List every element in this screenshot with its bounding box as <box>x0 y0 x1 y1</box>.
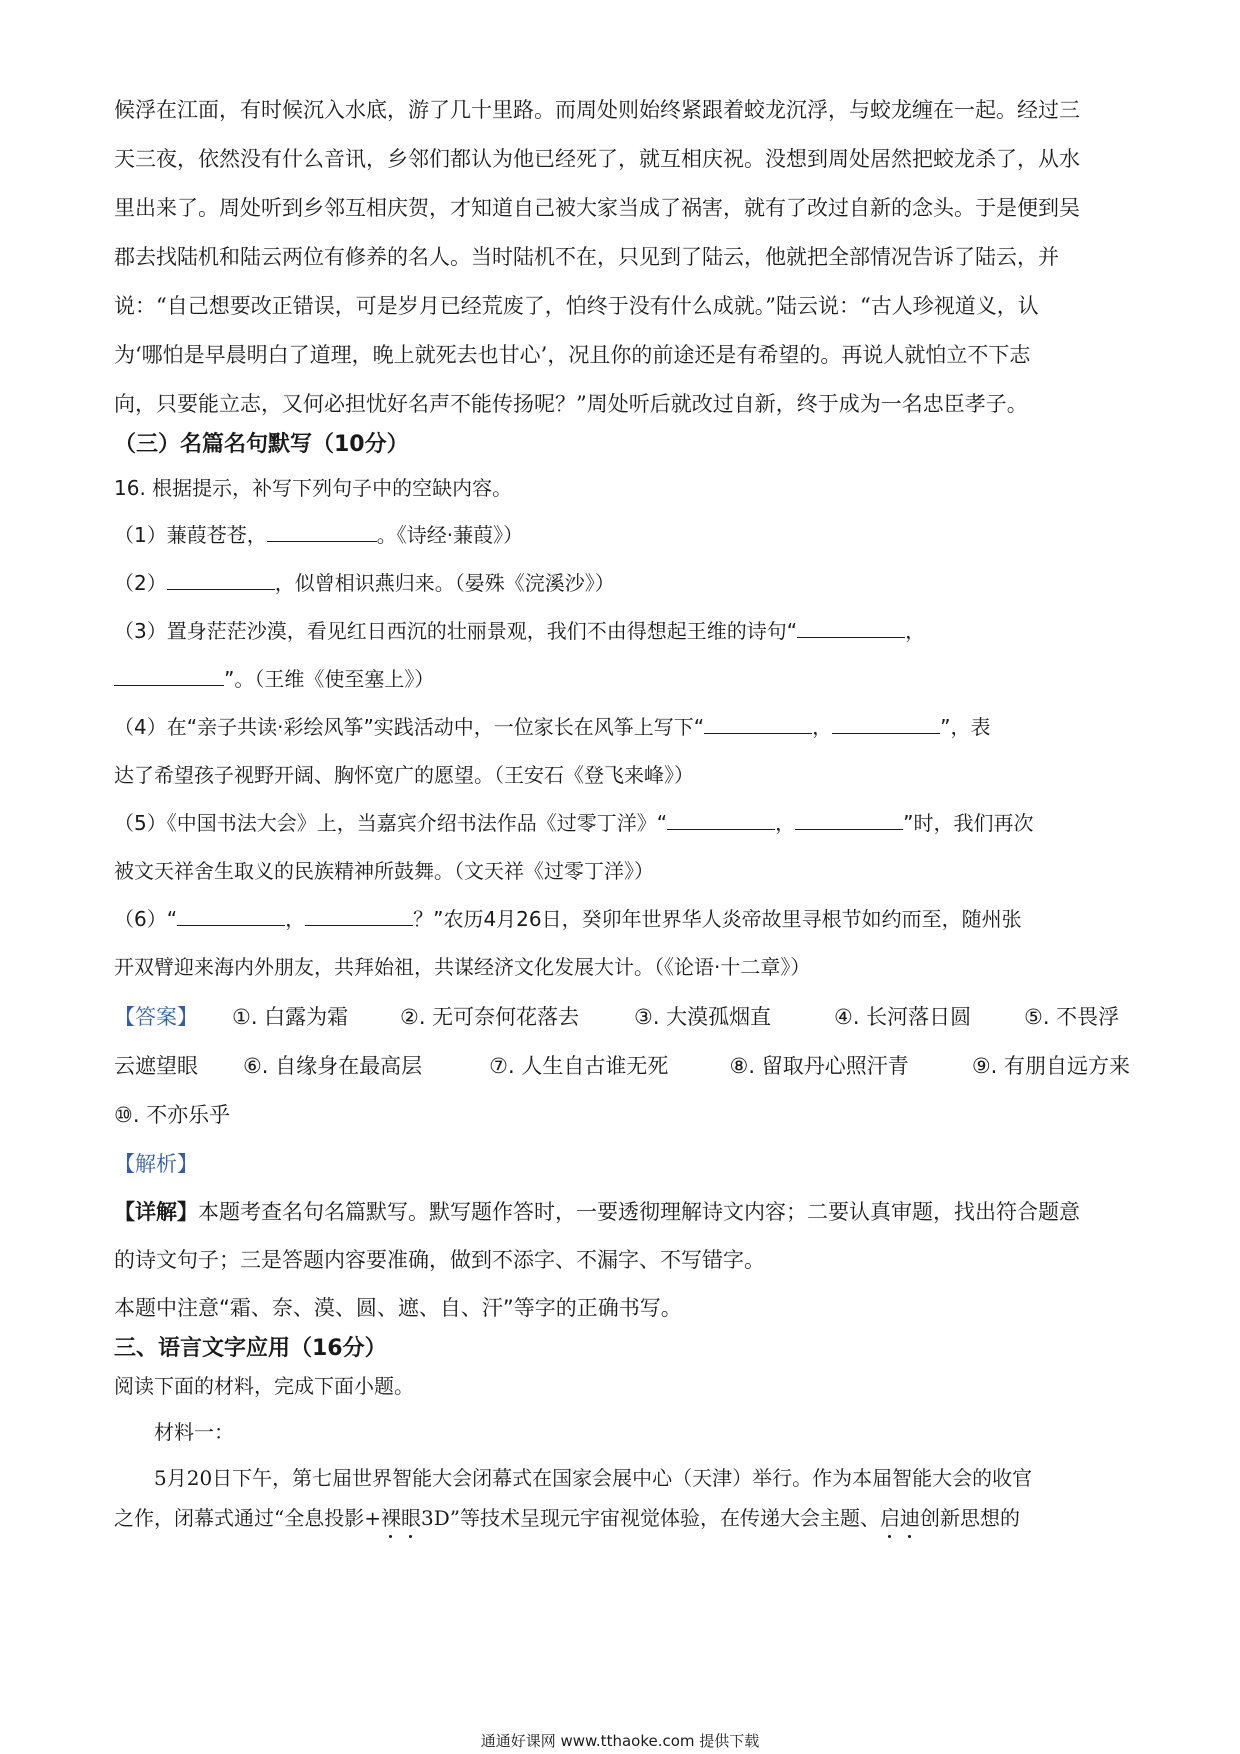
story-line: 天三夜，依然没有什么音讯，乡邻们都认为他已经死了，就互相庆祝。没想到周处居然把蛟龙杀了，从水 <box>114 147 1080 171</box>
answer-blank[interactable] <box>795 809 903 830</box>
dotted-char: 迪 <box>899 1506 920 1530</box>
question-16-5 <box>114 809 1130 837</box>
q4-text-b: ， <box>812 715 833 739</box>
answer-blank[interactable] <box>177 905 285 926</box>
answer-item: ⑩. 不亦乐乎 <box>114 1103 231 1127</box>
q3-text-c: ”。（王维《使至塞上》） <box>224 667 435 691</box>
story-line: 为‘哪怕是早晨明白了道理，晚上就死去也甘心’，况且你的前途还是有希望的。再说人就怕立不下志 <box>114 343 1031 367</box>
answer-item: ②. 无可奈何花落去 <box>400 1005 580 1029</box>
m2-text-a: 之作，闭幕式通过“全息投影+ <box>114 1506 381 1530</box>
answer-blank[interactable] <box>114 665 224 686</box>
q1-text-b: 。《诗经·蒹葭》） <box>376 523 524 547</box>
question-16-6 <box>114 905 1130 933</box>
answer-row <box>114 1003 1130 1031</box>
q2-text-a: （2） <box>114 571 167 595</box>
answer-blank[interactable] <box>305 905 413 926</box>
answer-blank[interactable] <box>267 521 377 542</box>
q4-text-c: ”，表 <box>940 715 991 739</box>
answer-blank[interactable] <box>167 569 275 590</box>
detail-note: 本题中注意“霜、奈、漠、圆、遮、自、汗”等字的正确书写。 <box>114 1296 682 1320</box>
q6-text-a: （6）“ <box>114 907 178 931</box>
m2-text-b: 3D”等技术呈现元宇宙视觉体验，在传递大会主题、 <box>420 1506 880 1530</box>
answer-item: ⑧. 留取丹心照汗青 <box>729 1054 909 1078</box>
question-16-3-cont <box>114 665 1130 693</box>
section-heading-language: 三、语言文字应用（16分） <box>114 1336 387 1361</box>
question-16-4 <box>114 713 1130 741</box>
answer-row <box>114 1101 1130 1129</box>
document-page <box>114 96 1130 1532</box>
answer-blank[interactable] <box>797 617 905 638</box>
answer-row <box>114 1052 1130 1080</box>
q5-text-c: ”时，我们再次 <box>903 811 1034 835</box>
answer-item: ③. 大漠孤烟直 <box>634 1005 772 1029</box>
q6-text-c: ？”农历4月26日，癸卯年世界华人炎帝故里寻根节如约而至，随州张 <box>413 907 1022 931</box>
answer-item: ⑦. 人生自古谁无死 <box>489 1054 669 1078</box>
answer-item: ⑤. 不畏浮 <box>1024 1005 1120 1029</box>
q2-text-b: ，似曾相识燕归来。（晏殊《浣溪沙》） <box>274 571 615 595</box>
answer-label: 【答案】 <box>114 1005 198 1029</box>
q3-text-b: ， <box>905 619 926 643</box>
section-heading-dictation: （三）名篇名句默写（10分） <box>114 432 409 457</box>
answer-item-cont: 云遮望眼 <box>114 1054 198 1078</box>
material-label: 材料一： <box>154 1420 234 1444</box>
analysis-label: 【解析】 <box>114 1152 198 1176</box>
dotted-char: 启 <box>879 1506 900 1530</box>
question-16-1 <box>114 521 1130 549</box>
answer-blank[interactable] <box>832 713 940 734</box>
q1-text-a: （1）蒹葭苍苍， <box>114 523 267 547</box>
question-16-5-cont: 被文天祥舍生取义的民族精神所鼓舞。（文天祥《过零丁洋》） <box>114 859 654 883</box>
q6-text-b: ， <box>285 907 306 931</box>
detail-line-2: 的诗文句子；三是答题内容要准确，做到不添字、不漏字、不写错字。 <box>114 1248 765 1272</box>
story-line: 候浮在江面，有时候沉入水底，游了几十里路。而周处则始终紧跟着蛟龙沉浮，与蛟龙缠在一起。经过三 <box>114 98 1080 122</box>
detail-line-1 <box>114 1198 1130 1226</box>
part3-intro: 阅读下面的材料，完成下面小题。 <box>114 1374 414 1398</box>
material-line-1: 5月20日下午，第七届世界智能大会闭幕式在国家会展中心（天津）举行。作为本届智能大会的收官 <box>154 1466 1033 1490</box>
question-16-3 <box>114 617 1130 645</box>
answer-blank[interactable] <box>667 809 775 830</box>
story-line: 向，只要能立志，又何必担忧好名声不能传扬呢？”周处听后就改过自新，终于成为一名忠臣孝子。 <box>114 392 1028 416</box>
question-16-4-cont: 达了希望孩子视野开阔、胸怀宽广的愿望。（王安石《登飞来峰》） <box>114 763 694 787</box>
q3-text-a: （3）置身茫茫沙漠，看见红日西沉的壮丽景观，我们不由得想起王维的诗句“ <box>114 619 798 643</box>
question-16-6-cont: 开双臂迎来海内外朋友，共拜始祖，共谋经济文化发展大计。（《论语·十二章》） <box>114 955 811 979</box>
answer-item: ①. 白露为霜 <box>232 1005 349 1029</box>
answer-item: ④. 长河落日圆 <box>834 1005 972 1029</box>
answer-item: ⑥. 自缘身在最高层 <box>242 1054 423 1078</box>
answer-block <box>114 1003 1130 1129</box>
dotted-char: 眼 <box>400 1506 421 1530</box>
answer-item: ⑨. 有朋自远方来 <box>971 1054 1130 1078</box>
question-16: 16. 根据提示，补写下列句子中的空缺内容。 <box>114 476 513 500</box>
story-paragraph <box>114 96 1130 418</box>
page-footer: 通通好课网 www.tthaoke.com 提供下载 <box>480 1732 760 1750</box>
q5-text-a: （5）《中国书法大会》上，当嘉宾介绍书法作品《过零丁洋》“ <box>114 811 668 835</box>
q4-text-a: （4）在“亲子共读·彩绘风筝”实践活动中，一位家长在风筝上写下“ <box>114 715 705 739</box>
story-line: 郡去找陆机和陆云两位有修养的名人。当时陆机不在，只见到了陆云，他就把全部情况告诉了陆云，并 <box>114 245 1059 269</box>
story-line: 里出来了。周处听到乡邻互相庆贺，才知道自己被大家当成了祸害，就有了改过自新的念头。于是便到吴 <box>114 196 1080 220</box>
dotted-char: 裸 <box>380 1506 401 1530</box>
question-16-2 <box>114 569 1130 597</box>
material-line-2 <box>114 1504 1130 1532</box>
q5-text-b: ， <box>775 811 796 835</box>
detail-label: 【详解】 <box>114 1200 198 1224</box>
answer-blank[interactable] <box>704 713 812 734</box>
detail-text: 本题考查名句名篇默写。默写题作答时，一要透彻理解诗文内容；二要认真审题，找出符合题意 <box>198 1200 1080 1224</box>
story-line: 说：“自己想要改正错误，可是岁月已经荒废了，怕终于没有什么成就。”陆云说：“古人珍视道义，认 <box>114 294 1039 318</box>
m2-text-c: 创新思想的 <box>919 1506 1020 1530</box>
